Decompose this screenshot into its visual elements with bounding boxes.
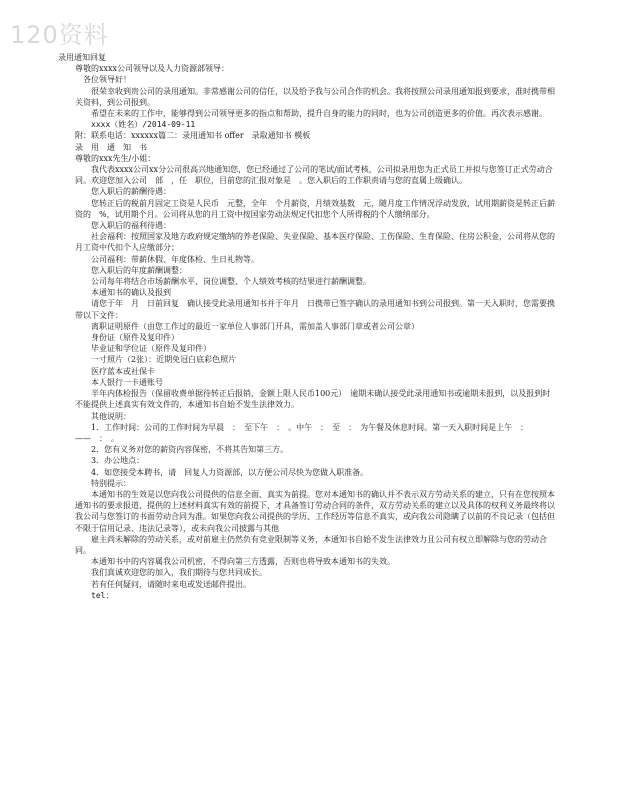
paragraph: 很荣幸收到贵公司的录用通知。非常感谢公司的信任，以及给予我与公司合作的机会。我将按照公司录用通知报到要求，准时携带相关资料，到公司报到。 <box>75 86 555 107</box>
paragraph: 1．工作时间：公司的工作时间为早晨 ： 至下午 ： 。中午 ： 至 ： 为午餐及休息时间。第一天入职时间是上午 ： —— ： 。 <box>75 422 533 443</box>
paragraph: 我们真诚欢迎您的加入，我们期待与您共同成长。 <box>91 568 267 578</box>
paragraph: 社会福利：按照国家及地方政府规定缴纳的养老保险、失业保险、基本医疗保险、工伤保险、生育保险、住房公积金，公司将从您的月工资中代扣个人应缴部分； <box>75 232 555 253</box>
paragraph: 2．您有义务对您的薪资内容保密，不将其告知第三方。 <box>91 445 289 455</box>
paragraph: 录 用 通 知 书 <box>75 142 147 152</box>
paragraph: 本通知书中的内容属我公司机密，不得向第三方透露，否则也将导致本通知书的失效。 <box>91 557 395 567</box>
paragraph: 身份证（原件及复印件） <box>91 333 179 343</box>
paragraph: 3．办公地点： <box>91 456 145 466</box>
paragraph: 您入职后的年度薪酬调整： <box>91 265 187 275</box>
paragraph: 公司每年将结合市场薪酬水平、岗位调整、个人绩效考核的结果进行薪酬调整。 <box>91 277 371 287</box>
paragraph: 其他说明： <box>91 411 131 421</box>
paragraph: 各位领导好！ <box>83 75 131 85</box>
paragraph: 本人银行一卡通账号 <box>91 377 163 387</box>
paragraph: 您入职后的福利待遇： <box>91 221 171 231</box>
paragraph: 公司福利：带薪休假、年度体检、生日礼物等。 <box>91 254 259 264</box>
paragraph: 一寸照片（2张）：近期免冠白底彩色照片 <box>91 355 237 365</box>
paragraph: 我代表xxxx公司xx分公司很高兴地通知您，您已经通过了公司的笔试/面试考核，公司拟录用您为正式员工并拟与您签订正式劳动合同。欢迎您加入公司 部 ，任 职位，目前您的汇报对象是 。您入职后的工作职责请与您的直属上级确认。 <box>75 165 553 186</box>
paragraph: 希望在未来的工作中，能够得到公司领导更多的指点和帮助，提升自身的能力的同时，也为公司创造更多的价值。再次表示感谢。 <box>91 109 547 119</box>
paragraph: tel： <box>91 590 114 600</box>
paragraph: 尊敬的xxx先生/小姐： <box>75 153 156 163</box>
paragraph: 请您于年 月 日前回复 确认接受此录用通知书并于年月 日携带已签字确认的录用通知书到公司报到。第一天入职时，您需要携带以下文件： <box>75 299 555 320</box>
paragraph: 您入职后的薪酬待遇： <box>91 187 171 197</box>
paragraph: 特别提示： <box>91 478 131 488</box>
paragraph: 半年内体检报告（保留收费单据待转正后报销，金额上限人民币100元） 逾期未确认接受此录用通知书或逾期未报到，以及报到时不能提供上述真实有效文件的，本通知书自始不发生法律效力。 <box>75 389 551 410</box>
paragraph: 毕业证和学位证（原件及复印件） <box>91 344 211 354</box>
paragraph: 若有任何疑问，请随时来电或发送邮件提出。 <box>91 579 251 589</box>
document-body <box>58 52 558 601</box>
paragraph: 您转正后的税前月固定工资是人民币 元整，全年 个月薪资，月绩效基数 元，随月度工作情况浮动发放，试用期薪资是转正后薪资的 %，试用期个月。公司将从您的月工资中按国家劳动法规定代扣您个人所得税的个人缴纳部分。 <box>75 198 555 219</box>
paragraph: 本通知书的确认及报到 <box>91 288 171 298</box>
paragraph: 医疗蓝本或社保卡 <box>91 366 155 376</box>
paragraph: 4．如您接受本聘书，请 回复人力资源部，以方便公司尽快为您做入职准备。 <box>91 467 369 477</box>
paragraph: 附：联系电话：xxxxxx篇二：录用通知书 offer 录取通知书 模板 <box>75 131 311 141</box>
paragraph: 尊敬的xxxx公司领导以及人力资源部领导： <box>75 64 230 74</box>
paragraph: 雇主尚未解除的劳动关系，或对前雇主仍然负有竞业限制等义务，本通知书自始不发生法律效力且公司有权立即解除与您的劳动合同。 <box>75 534 547 555</box>
watermark-logo: 120资料 <box>10 21 109 49</box>
paragraph: 录用通知回复 <box>58 53 106 62</box>
paragraph: 本通知书的生效是以您向我公司提供的信息全面、真实为前提。您对本通知书的确认并不表示双方劳动关系的建立，只有在您按照本通知书的要求报道、提供的上述材料真实有效的前提下，才具备签订劳动合同的条件，双方劳动关系的建立以及具体的权利义务最终将以我公司与您签订的书面劳动合同为准。如果您向我公司提供的学历、工作经历等信息不真实，或向我公司隐瞒了以前的不良记录（包括但不限于信用记录、违法记录等），或未向我公司披露与其他 <box>75 489 555 533</box>
paragraph: xxxx（姓名）/2014-09-11 <box>91 120 196 130</box>
paragraph: 离职证明原件（由您工作过的最近一家单位人事部门开具，需加盖人事部门章或者公司公章） <box>91 321 419 331</box>
